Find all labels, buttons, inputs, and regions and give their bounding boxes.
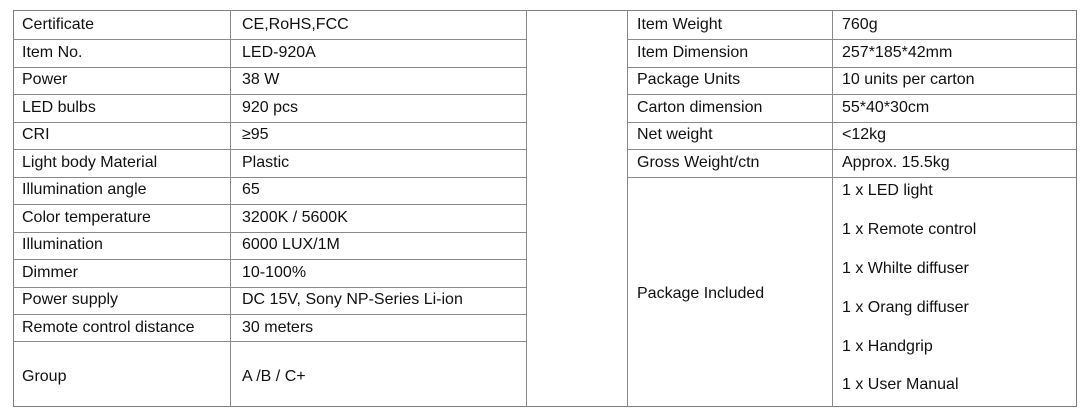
left-row-line xyxy=(13,232,527,233)
package-item: 1 x Orang diffuser xyxy=(842,299,969,316)
left-value-cri: ≥95 xyxy=(242,126,269,143)
divider-right-label xyxy=(832,10,833,407)
right-value-gross-weight: Approx. 15.5kg xyxy=(842,154,950,171)
left-row-line xyxy=(13,177,527,178)
right-row-line xyxy=(627,39,1077,40)
left-row-line xyxy=(13,259,527,260)
left-label-dimmer: Dimmer xyxy=(22,264,78,281)
left-value-item-no: LED-920A xyxy=(242,44,316,61)
package-item: 1 x LED light xyxy=(842,182,933,199)
left-label-illumination: Illumination xyxy=(22,236,103,253)
left-row-line xyxy=(13,94,527,95)
right-label-gross-weight: Gross Weight/ctn xyxy=(637,154,760,171)
right-label-item-weight: Item Weight xyxy=(637,16,723,33)
left-label-power: Power xyxy=(22,71,68,88)
left-label-power-supply: Power supply xyxy=(22,291,119,308)
right-row-line xyxy=(627,122,1077,123)
left-row-line xyxy=(13,204,527,205)
right-label-carton-dimension: Carton dimension xyxy=(637,99,763,116)
divider-left-label xyxy=(230,10,231,407)
left-value-material: Plastic xyxy=(242,154,290,171)
left-value-color-temp: 3200K / 5600K xyxy=(242,209,348,226)
right-value-package-units: 10 units per carton xyxy=(842,71,975,88)
left-value-led-bulbs: 920 pcs xyxy=(242,99,299,116)
left-value-remote-distance: 30 meters xyxy=(242,319,314,336)
right-value-net-weight: <12kg xyxy=(842,126,887,143)
left-label-material: Light body Material xyxy=(22,154,158,171)
left-label-remote-distance: Remote control distance xyxy=(22,319,195,336)
divider-left-value xyxy=(526,10,527,407)
left-label-cri: CRI xyxy=(22,126,50,143)
right-label-item-dimension: Item Dimension xyxy=(637,44,749,61)
right-value-item-dimension: 257*185*42mm xyxy=(842,44,953,61)
right-label-package-included: Package Included xyxy=(637,285,765,302)
left-label-angle: Illumination angle xyxy=(22,181,147,198)
right-label-package-units: Package Units xyxy=(637,71,741,88)
left-label-color-temp: Color temperature xyxy=(22,209,151,226)
left-label-led-bulbs: LED bulbs xyxy=(22,99,96,116)
left-row-line xyxy=(13,149,527,150)
left-row-line xyxy=(13,122,527,123)
right-value-carton-dimension: 55*40*30cm xyxy=(842,99,930,116)
package-item: 1 x User Manual xyxy=(842,376,959,393)
left-label-item-no: Item No. xyxy=(22,44,83,61)
left-value-power-supply: DC 15V, Sony NP-Series Li-ion xyxy=(242,291,463,308)
left-row-line xyxy=(13,314,527,315)
left-label-certificate: Certificate xyxy=(22,16,95,33)
package-item: 1 x Remote control xyxy=(842,221,977,238)
divider-right-start xyxy=(627,10,628,407)
package-item: 1 x Handgrip xyxy=(842,338,933,355)
left-row-line xyxy=(13,341,527,342)
left-value-illumination: 6000 LUX/1M xyxy=(242,236,340,253)
left-row-line xyxy=(13,39,527,40)
left-row-line xyxy=(13,287,527,288)
right-row-line xyxy=(627,67,1077,68)
left-label-group: Group xyxy=(22,368,67,385)
left-row-line xyxy=(13,67,527,68)
left-value-dimmer: 10-100% xyxy=(242,264,307,281)
left-value-power: 38 W xyxy=(242,71,280,88)
right-value-item-weight: 760g xyxy=(842,16,878,33)
right-row-line xyxy=(627,177,1077,178)
left-value-certificate: CE,RoHS,FCC xyxy=(242,16,349,33)
right-row-line xyxy=(627,94,1077,95)
left-value-group: A /B / C+ xyxy=(242,368,306,385)
right-label-net-weight: Net weight xyxy=(637,126,713,143)
right-row-line xyxy=(627,149,1077,150)
package-item: 1 x Whilte diffuser xyxy=(842,260,969,277)
left-value-angle: 65 xyxy=(242,181,260,198)
